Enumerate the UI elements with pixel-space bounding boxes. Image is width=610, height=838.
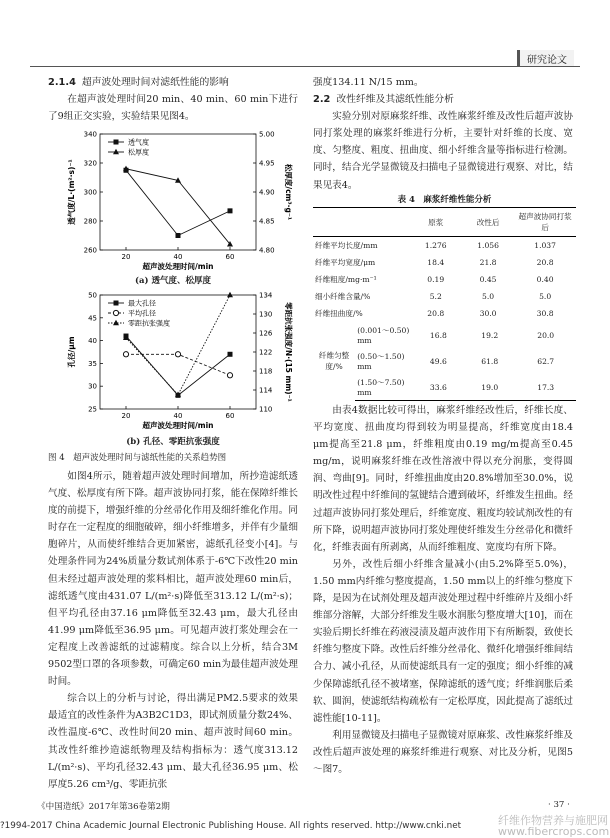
table-row [313,288,576,305]
cell: 19.2 [481,330,499,340]
cell: 62.7 [537,356,555,366]
table-row [313,305,576,322]
section-heading-2-2: 2.2 改性纤维及其滤纸性能分析 [313,94,454,106]
table-header-row [313,208,576,237]
left-body [48,468,298,793]
figure-4-caption: 图 4 超声波处理时间与滤纸性能的关系趋势图 [48,453,227,463]
data-point-透气度 [176,233,181,238]
cell: 0.45 [479,275,497,284]
data-point-平均孔径 [123,352,128,357]
y-tick-label: 40 [88,337,97,346]
table-4-caption: 表 4 麻浆纤维性能分析 [397,195,492,205]
x-tick-label: 20 [121,412,131,420]
x-tick-label: 40 [173,412,183,420]
y2-tick-label: 4.85 [259,217,275,226]
table-header-cell: 超声波协同打浆后 [514,208,576,237]
watermark-bottom: www.fibercrops.com [498,825,610,838]
row-label: 纤维扭曲度/% [315,309,363,318]
x-tick-label: 60 [225,253,235,261]
x-axis-label: 超声波处理时间/min [142,262,214,271]
legend-marker [113,320,119,326]
legend-label: 透气度 [128,138,149,147]
range-label: (1.50～7.50) mm [355,374,413,401]
row-label: 纤维平均宽度/μm [315,258,376,267]
caption-a: (a) 透气度、松厚度 [134,276,211,286]
table-4 [313,207,576,401]
left-column [48,74,298,125]
legend-label: 零距抗张强度 [128,319,170,328]
chart-pore-tensile [48,289,298,437]
y2-tick-label: 118 [259,367,273,376]
y2-tick-label: 134 [259,291,273,300]
y-tick-label: 30 [88,382,97,391]
series-line-最大孔径 [126,336,230,395]
cell: 5.0 [482,292,495,301]
fiber-analysis-paragraph: 实验分别对原麻浆纤维、改性麻浆纤维及改性后超声波协同打浆处理的麻浆纤维进行分析，主要针对纤维的长度、宽度、匀整度、粗度、扭曲度、细小纤维含量等指标进行检测。同时，结合光学显微镜及扫描电子显微镜进行观察、对比，结果见表4。 [313,111,573,191]
chart-air-permeability-bulk [48,128,298,278]
y-tick-label: 50 [88,291,97,300]
conclusion-paragraph: 综合以上的分析与讨论，得出满足PM2.5要求的效果最适宜的改性条件为A3B2C1D3，即试剂质量分数24%、改性温度-6℃、改性时间20 min、超声波时间60 min。其改性纤维抄造滤纸物理及结构指标为：透气度313.12 L/(m²·s)、平均孔径32.43 μm、最大孔径36.95 μm、松厚度5.26 cm³/g、零距抗张 [48,693,298,790]
row-label: 细小纤维含量/% [315,292,371,301]
discussion-paragraph: 如图4所示，随着超声波处理时间增加，所抄造滤纸透气度、松厚度有所下降。超声波协同打浆，能在保障纤维长度的前提下，增强纤维的分丝帚化作用及细纤维化作用。同时存在一定程度的细胞破碎，细小纤维增多，并伴有少量细胞碎片，从而使纤维结合更加紧密，滤纸孔径变小[4]。与处理条件同为24%质量分数试剂体系于-6℃下改性20 min但未经过超声波处理的浆料相比，超声波处理60 min后，滤纸透气度由431.07 L/(m²·s)降低至313.12 L/(m²·s)；但平均孔径由37.16 μm降低至32.43 μm，最大孔径由41.99 μm降低至36.95 μm。可见超声波打浆处理会在一定程度上改善滤纸的过滤精度。综合以上分析，结合3M 9502型口罩的各项参数，可确定60 min为最佳超声波处理时间。 [48,471,298,688]
intro-paragraph: 在超声波处理时间20 min、40 min、60 min下进行了9组正交实验，实验结果见图4。 [48,94,298,123]
fines-paragraph: 另外，改性后细小纤维含量减小(由5.2%降至5.0%)，1.50 mm内纤维匀整度提高，1.50 mm以上的纤维匀整度下降，是因为在试剂处理及超声波处理过程中纤维碎片及细小纤维部分溶解，大部分纤维发生吸水润胀匀整度增大[10]，而在实验后期长纤维在药液浸渍及超声波作用下有所断裂，致使长纤维匀整度下降。改性后纤维分丝帚化、微纤化增强纤维间结合力、减小孔径，从而使滤纸具有一定的强度；细小纤维的减少保障滤纸孔径不被堵塞，保障滤纸的透气度；纤维润胀后柔软、圆润，使滤纸结构疏松有一定松厚度，因此提高了滤纸过滤性能[10-11]。 [313,558,573,724]
x-tick-label: 20 [121,253,131,261]
cell: 1.037 [534,241,556,250]
plot-frame [100,134,256,250]
cell: 5.0 [539,292,552,301]
data-point-平均孔径 [227,373,232,378]
y-tick-label: 45 [88,314,97,323]
cell: 1.276 [424,241,447,250]
cell: 1.056 [477,241,499,250]
table-row [313,237,576,255]
cell: 20.8 [427,309,445,318]
y-tick-label: 280 [83,217,97,226]
cell: 61.8 [481,356,499,366]
legend-marker [114,140,119,145]
y2-tick-label: 5.00 [259,130,275,139]
data-point-零距抗张强度 [227,292,233,298]
legend-label: 松厚度 [128,148,149,157]
y2-tick-label: 4.80 [259,246,275,255]
cell: 5.2 [429,292,442,301]
table-header-cell: 改性后 [462,208,514,237]
cell: 30.8 [536,309,554,318]
cell: 30.0 [479,309,497,318]
page-number: · 37 · [548,800,570,810]
table-analysis-paragraph: 由表4数据比较可得出，麻浆纤维经改性后，纤维长度、平均宽度、扭曲度均得到较为明显提高，纤维宽度由18.4 μm提高至21.8 μm，纤维粗度由0.19 mg/m提高至0.45 mg/m，说明麻浆纤维在改性溶液中得以充分润胀，变得圆润、弯曲[9]。同时，纤维扭曲度由20.8%增加至30.0%，说明改性过程中纤维间的氢键结合遭到破坏，纤维发生扭曲。经过超声波协同打浆处理后，纤维宽度、粗度均较试剂改性的有所下降，说明超声波协同打浆处理使纤维发生分丝帚化和微纤化，纤维表面有所剥离，从而纤维粗度、宽度均有所下降。 [313,405,573,553]
section-heading-2-1-4: 2.1.4 超声波处理时间对滤纸性能的影响 [48,77,229,88]
y-tick-label: 25 [88,405,97,414]
cell: 19.0 [464,374,515,401]
row-label: 纤维粗度/mg·m⁻¹ [315,275,377,284]
data-point-透气度 [228,208,233,213]
cell: 18.4 [427,258,445,267]
range-label: (0.001～0.50) mm [357,326,410,345]
y-axis-label: 透气度/L·(m²·s)⁻¹ [67,159,76,225]
legend-label: 平均孔径 [128,309,156,318]
y-tick-label: 300 [83,188,97,197]
journal-footer: 《中国造纸》2017年第36卷第2期 [37,802,170,812]
y-tick-label: 320 [83,159,97,168]
y-tick-label: 340 [83,130,97,139]
caption-b: (b) 孔径、零距抗张强度 [126,437,220,447]
y2-tick-label: 130 [259,310,273,319]
y2-tick-label: 4.90 [259,188,275,197]
header-rule [30,66,580,67]
watermark-top: 纤维作物营养与施肥网 [498,814,608,827]
y2-tick-label: 122 [259,348,273,357]
cell: 17.3 [515,374,576,401]
y-tick-label: 35 [88,359,97,368]
legend-marker [113,310,118,315]
x-tick-label: 40 [173,253,183,261]
y2-axis-label: 零距抗张强度/N·(15 mm)⁻¹ [284,302,293,402]
table-row [313,322,576,348]
cell: 16.8 [429,330,447,340]
copyright-line: ?1994-2017 China Academic Journal Electronic Publishing House. All rights reserved. http://www.cnki.net [0,821,462,831]
x-axis-label: 超声波处理时间/min [142,421,214,430]
site-watermark [498,815,609,837]
y2-tick-label: 110 [259,405,273,414]
right-column-top [313,74,573,194]
row-label: 纤维平均长度/mm [315,241,378,250]
cell: 20.0 [537,330,555,340]
uniformity-label: 纤维匀整度/% [318,351,350,372]
continued-text: 强度134.11 N/15 mm。 [313,77,424,88]
y2-tick-label: 4.95 [259,159,275,168]
data-point-平均孔径 [175,352,180,357]
range-label: (0.50～1.50) mm [357,352,405,371]
x-tick-label: 60 [225,412,235,420]
y2-tick-label: 126 [259,329,273,338]
table-row [313,271,576,288]
series-line-平均孔径 [126,354,230,375]
cell: 49.6 [429,356,447,366]
legend-label: 最大孔径 [128,299,156,308]
cell: 20.8 [536,258,554,267]
cell: 0.19 [427,275,445,284]
legend-marker [114,301,119,306]
table-header-cell: 原浆 [410,208,462,237]
data-point-最大孔径 [228,352,233,357]
cell: 21.8 [479,258,497,267]
section-badge: 研究论文 [517,50,574,67]
table-header-cell [313,208,410,237]
cell: 0.40 [536,275,554,284]
y2-tick-label: 114 [259,386,273,395]
right-body [313,402,573,778]
cell: 33.6 [413,374,464,401]
y2-axis-label: 松厚度/cm³·g⁻¹ [284,163,293,221]
microscopy-paragraph: 利用显微镜及扫描电子显微镜对原麻浆、改性麻浆纤维及改性后超声波处理的麻浆纤维进行观察、对比及分析，见图5～图7。 [313,729,573,775]
table-row [313,254,576,271]
y-axis-label: 孔径/μm [67,336,76,368]
y-tick-label: 260 [83,246,97,255]
